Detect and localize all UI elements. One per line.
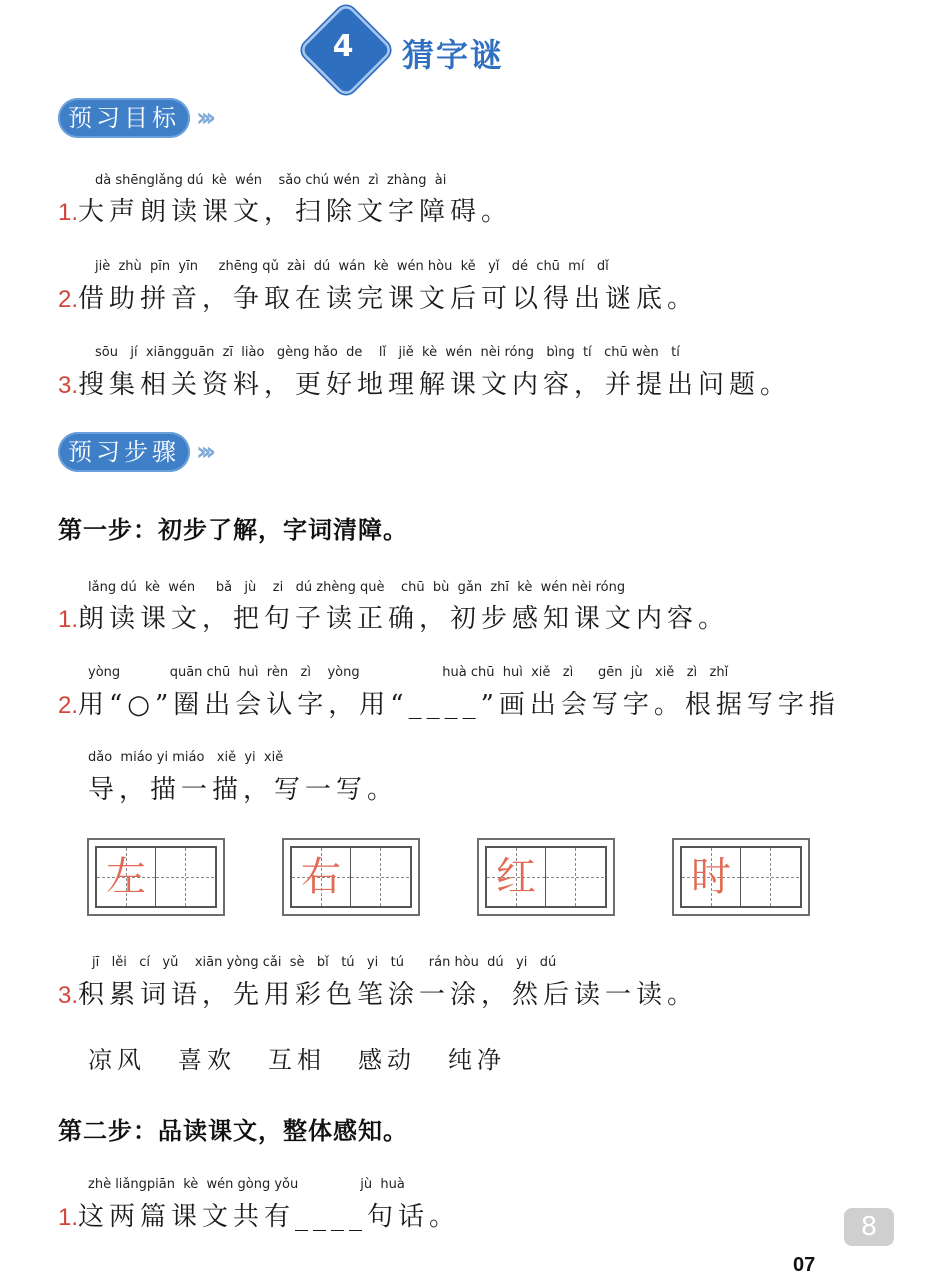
- pinyin-line: yòng quān chū huì rèn zì yòng huà chū huì xiě zì gēn jù xiě zì zhǐ: [88, 665, 729, 680]
- step-item-text: 积累词语，先用彩色笔涂一涂，然后读一读。: [78, 980, 699, 1010]
- page-number: 07: [793, 1254, 816, 1276]
- item-number: 2.: [58, 692, 79, 719]
- word: 凉风: [88, 1046, 146, 1074]
- lesson-number: 4: [332, 29, 354, 64]
- goal-item: [58, 191, 512, 228]
- step-title: 第二步：品读课文，整体感知。: [58, 1117, 408, 1145]
- writing-grid: [672, 838, 810, 916]
- tracing-character: 红: [496, 854, 536, 900]
- step-item: [58, 684, 840, 721]
- word-list: [88, 1040, 506, 1075]
- pinyin-line: jiè zhù pīn yīn zhēng qǔ zài dú wán kè wén hòu kě yǐ dé chū mí dǐ: [95, 259, 609, 274]
- item-number: 2.: [58, 286, 79, 313]
- word: 感动: [358, 1046, 416, 1074]
- item-number: 3.: [58, 372, 79, 399]
- item-number: 1.: [58, 1204, 79, 1231]
- goal-item: [58, 364, 791, 401]
- tracing-character: 左: [106, 854, 146, 900]
- goal-text: 搜集相关资料，更好地理解课文内容，并提出问题。: [78, 370, 792, 400]
- page-badge: 8: [844, 1208, 894, 1246]
- pinyin-line: jī lěi cí yǔ xiān yòng cǎi sè bǐ tú yi tú rán hòu dú yi dú: [92, 955, 557, 970]
- goal-text: 借助拼音，争取在读完课文后可以得出谜底。: [78, 284, 699, 314]
- step-item: [58, 598, 729, 635]
- goal-text: 大声朗读课文，扫除文字障碍。: [78, 197, 513, 227]
- word: 喜欢: [178, 1046, 236, 1074]
- writing-grid: [477, 838, 615, 916]
- item-number: 1.: [58, 606, 79, 633]
- step-item-text: 朗读课文，把句子读正确，初步感知课文内容。: [78, 604, 730, 634]
- pinyin-line: dà shēnglǎng dú kè wén sǎo chú wén zì zhàng ài: [95, 173, 447, 188]
- item-number: 1.: [58, 199, 79, 226]
- section-badge-steps: 预习步骤: [58, 432, 190, 472]
- word: 互相: [268, 1046, 326, 1074]
- step-title: 第一步：初步了解，字词清障。: [58, 516, 408, 544]
- section-header-goals: [58, 98, 210, 138]
- goal-item: [58, 278, 698, 315]
- step-item-continuation: 导，描一描，写一写。: [88, 775, 399, 805]
- item-number: 3.: [58, 982, 79, 1009]
- pinyin-line: lǎng dú kè wén bǎ jù zi dú zhèng què chū bù gǎn zhī kè wén nèi róng: [88, 580, 626, 595]
- writing-grid: [282, 838, 420, 916]
- step-item: [58, 1196, 460, 1233]
- section-header-steps: [58, 432, 210, 472]
- word: 纯净: [448, 1046, 506, 1074]
- tracing-character: 右: [301, 854, 341, 900]
- step-item: [58, 974, 698, 1011]
- pinyin-line: sōu jí xiāngguān zī liào gèng hǎo de lǐ jiě kè wén nèi róng bìng tí chū wèn tí: [95, 345, 680, 360]
- lesson-title: 猜字谜: [402, 36, 505, 74]
- section-badge-goals: 预习目标: [58, 98, 190, 138]
- chevron-right-icon: ›››: [196, 103, 211, 133]
- step-item-text: 这两篇课文共有____句话。: [78, 1202, 461, 1232]
- pinyin-line: dǎo miáo yi miáo xiě yi xiě: [88, 750, 284, 765]
- pinyin-line: zhè liǎngpiān kè wén gòng yǒu jù huà: [88, 1177, 405, 1192]
- step-item-text: 用“○”圈出会认字，用“____”画出会写字。根据写字指: [78, 690, 840, 720]
- tracing-character: 时: [691, 854, 731, 900]
- chevron-right-icon: ›››: [196, 437, 211, 467]
- writing-grid: [87, 838, 225, 916]
